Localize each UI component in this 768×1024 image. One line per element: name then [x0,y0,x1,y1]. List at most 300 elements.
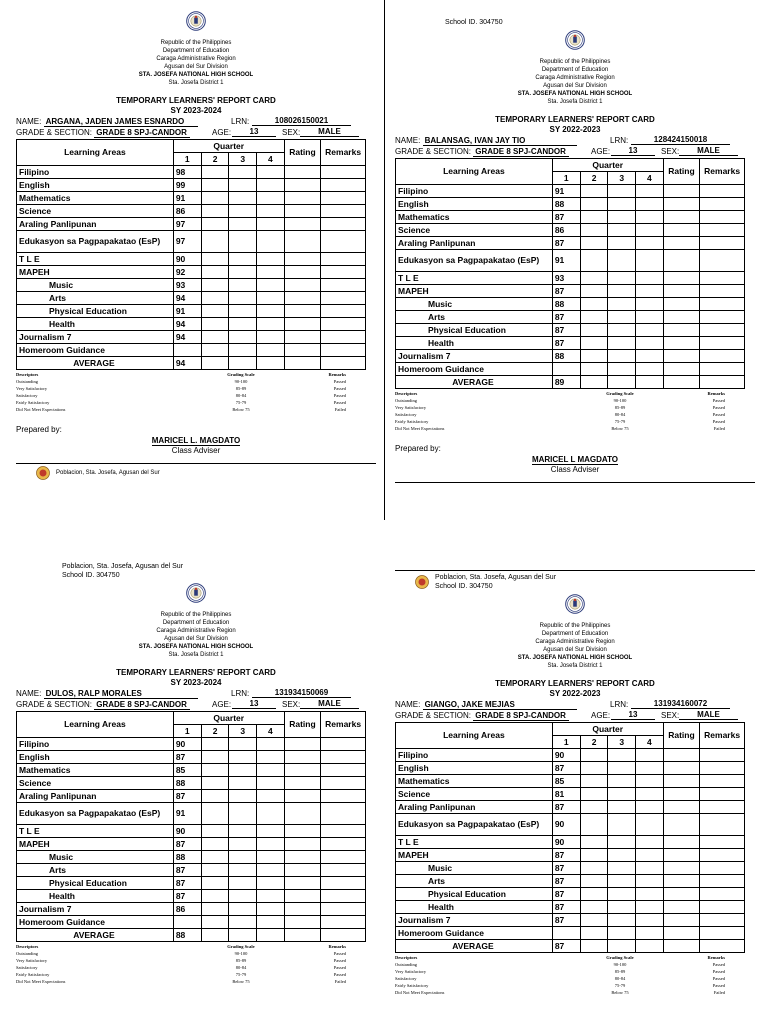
section-value: GRADE 8 SPJ-CANDOR [94,128,190,138]
rating-cell [663,788,700,801]
remarks-cell [321,764,366,777]
class-adviser-label: Class Adviser [550,465,600,474]
empty-cell [636,376,664,389]
quarter-grade [636,224,664,237]
rating-cell [663,272,700,285]
table-row [396,224,745,237]
scale-cell: Did Not Meet Expectations [395,990,445,995]
quarter-grade [257,803,285,825]
quarter-4-header: 4 [257,725,285,738]
quarter-3-header: 3 [229,725,257,738]
age-value: 13 [232,699,276,709]
quarter-grade [580,814,608,836]
scale-cell: Fairly Satisfactory [395,419,429,424]
grade-section-label: GRADE & SECTION: [16,128,93,137]
empty-cell [284,929,321,942]
rating-cell [284,166,321,179]
scale-cell: Satisfactory [16,965,38,970]
quarter-grade [257,777,285,790]
scale-cell: Did Not Meet Expectations [395,426,445,431]
scale-cell: Passed [333,958,346,963]
quarter-1-grade [173,916,201,929]
table-row [17,790,366,803]
scale-cell: 75-79 [235,972,247,977]
quarter-grade [636,185,664,198]
table-row [17,218,366,231]
department-line: Department of Education [541,631,609,637]
title-text: TEMPORARY LEARNERS' REPORT CARD [495,679,655,688]
empty-cell [284,357,321,370]
rating-cell [284,292,321,305]
remarks-cell [700,285,745,298]
table-row [17,903,366,916]
quarter-1-grade: 86 [552,224,580,237]
quarter-1-grade: 87 [173,790,201,803]
rating-cell [663,762,700,775]
quarter-grade [257,877,285,890]
quarter-4-header: 4 [257,153,285,166]
learning-area: Arts [396,875,553,888]
rating-cell [663,237,700,250]
age-label: AGE: [212,128,232,137]
letterhead [395,622,755,670]
remarks-cell [700,901,745,914]
table-row [396,888,745,901]
learning-area: Araling Panlipunan [17,790,174,803]
remarks-cell [321,179,366,192]
scale-cell: Passed [712,983,725,988]
learning-area: Journalism 7 [396,350,553,363]
remarks-cell [700,788,745,801]
table-row [396,237,745,250]
quarter-grade [257,266,285,279]
name-label: NAME: [395,700,421,709]
quarter-grade [201,838,229,851]
student-name: DULOS, RALP MORALES [44,689,198,699]
grade-section-label: GRADE & SECTION: [395,711,472,720]
quarter-grade [636,788,664,801]
learning-area: Homeroom Guidance [396,363,553,376]
table-row [396,875,745,888]
average-label: AVERAGE [396,940,553,953]
learning-area: Health [396,901,553,914]
rating-cell [663,888,700,901]
lrn-label: LRN: [610,136,629,145]
rating-cell [663,324,700,337]
quarter-grade [229,292,257,305]
remarks-cell [700,324,745,337]
rating-cell [663,836,700,849]
learning-area: Health [17,318,174,331]
learning-area: Physical Education [396,324,553,337]
title-text: TEMPORARY LEARNERS' REPORT CARD [495,115,655,124]
quarter-grade [636,836,664,849]
sex-label: SEX: [661,711,680,720]
remarks-header: Remarks [321,712,366,738]
grading-scale [395,390,755,432]
remarks-cell [321,890,366,903]
quarter-grade [201,292,229,305]
table-row [17,166,366,179]
quarter-1-grade: 85 [173,764,201,777]
empty-cell [321,929,366,942]
remarks-cell [700,762,745,775]
remarks-cell [321,253,366,266]
learning-area: Journalism 7 [17,331,174,344]
grades-table [395,722,745,953]
scale-cell: Failed [334,979,346,984]
school-address: Poblacion, Sta. Josefa, Agusan del Sur [62,563,184,570]
quarter-1-grade: 87 [552,285,580,298]
quarter-1-grade: 86 [173,205,201,218]
quarter-1-grade: 90 [552,814,580,836]
deped-seal-icon [186,11,206,31]
sex-label: SEX: [282,700,301,709]
quarter-grade [201,279,229,292]
quarter-grade [608,350,636,363]
deped-seal-icon [186,583,206,603]
title-text: TEMPORARY LEARNERS' REPORT CARD [116,96,276,105]
rating-cell [663,875,700,888]
quarter-grade [201,777,229,790]
remarks-cell [321,825,366,838]
district-line: Sta. Josefa District 1 [168,652,224,658]
quarter-grade [201,179,229,192]
learning-area: Science [17,205,174,218]
rating-cell [663,849,700,862]
section-value: GRADE 8 SPJ-CANDOR [473,147,569,157]
average-row [396,376,745,389]
scale-cell: 85-89 [614,969,626,974]
class-adviser-label: Class Adviser [171,446,221,455]
table-row [17,231,366,253]
quarter-grade [580,363,608,376]
rating-cell [284,838,321,851]
remarks-header: Remarks [700,159,745,185]
quarter-grade [229,279,257,292]
top-line [395,18,755,27]
rating-cell [284,266,321,279]
quarter-grade [608,927,636,940]
quarter-grade [636,927,664,940]
scale-header: Remarks [707,955,725,960]
table-row [17,331,366,344]
scale-cell: 90-100 [234,951,248,956]
scale-cell: Outstanding [16,379,38,384]
section-row [16,699,376,710]
learning-area: English [396,198,553,211]
deped-seal-icon [565,30,585,50]
learning-area: Mathematics [17,764,174,777]
table-row [396,801,745,814]
average-row [17,357,366,370]
quarter-grade [608,272,636,285]
quarter-grade [608,285,636,298]
scale-cell: 80-84 [614,976,626,981]
district-line: Sta. Josefa District 1 [168,80,224,86]
rating-cell [284,751,321,764]
quarter-grade [636,250,664,272]
school-id: School ID. 304750 [62,572,120,579]
lrn-value: 128424150018 [631,135,730,145]
division-line: Agusan del Sur Division [164,636,228,642]
adviser-name [395,455,755,464]
lrn-label: LRN: [610,700,629,709]
remarks-cell [700,350,745,363]
quarter-grade [608,211,636,224]
table-row [396,311,745,324]
remarks-cell [700,298,745,311]
scale-cell: Passed [333,951,346,956]
seal-wrap [395,594,755,619]
remarks-cell [700,272,745,285]
department-line: Department of Education [162,48,230,54]
remarks-cell [321,803,366,825]
scale-cell: Failed [334,407,346,412]
scale-header: Descriptors [395,391,418,396]
quarter-1-grade: 91 [173,803,201,825]
quarter-grade [608,801,636,814]
table-row [396,272,745,285]
student-name: BALANSAG, IVAN JAY TIO [423,136,577,146]
quarter-grade [636,801,664,814]
region-line: Caraga Administrative Region [156,628,236,634]
quarter-grade [229,179,257,192]
table-row [17,305,366,318]
quarter-1-grade: 97 [173,231,201,253]
quarter-grade [201,738,229,751]
quarter-grade [229,166,257,179]
quarter-grade [636,285,664,298]
division-line: Agusan del Sur Division [164,64,228,70]
name-row [395,699,755,710]
table-row [17,344,366,357]
average-value: 94 [173,357,201,370]
table-row [396,350,745,363]
quarter-grade [580,185,608,198]
quarter-1-header: 1 [552,736,580,749]
remarks-cell [700,311,745,324]
sex-value: MALE [300,699,359,709]
quarter-grade [636,198,664,211]
quarter-grade [257,305,285,318]
table-row [17,751,366,764]
table-row [17,253,366,266]
empty-cell [580,376,608,389]
average-row [17,929,366,942]
quarter-grade [229,192,257,205]
learning-area: Araling Panlipunan [396,237,553,250]
quarter-grade [580,298,608,311]
quarter-grade [580,849,608,862]
quarter-1-grade: 87 [552,875,580,888]
footer-address: Poblacion, Sta. Josefa, Agusan del Sur [56,470,160,476]
school-logo-icon [36,466,50,480]
quarter-grade [608,901,636,914]
scale-cell: Very Satisfactory [16,386,48,391]
average-label: AVERAGE [17,357,174,370]
age-label: AGE: [591,711,611,720]
quarter-grade [608,198,636,211]
average-row [396,940,745,953]
quarter-grade [608,324,636,337]
rating-cell [663,298,700,311]
quarter-grade [580,237,608,250]
learning-area: English [396,762,553,775]
rating-cell [663,814,700,836]
quarter-1-grade: 87 [552,901,580,914]
district-line: Sta. Josefa District 1 [547,663,603,669]
table-row [17,266,366,279]
quarter-1-grade: 91 [552,250,580,272]
learning-areas-header: Learning Areas [396,723,553,749]
grading-scale [16,371,376,413]
table-row [17,825,366,838]
quarter-grade [580,836,608,849]
rating-cell [284,764,321,777]
quarter-1-grade: 87 [552,762,580,775]
remarks-cell [321,166,366,179]
quarter-grade [257,825,285,838]
remarks-cell [321,344,366,357]
quarter-4-header: 4 [636,736,664,749]
table-row [396,285,745,298]
quarter-grade [257,890,285,903]
table-row [396,849,745,862]
table-row [17,279,366,292]
quarter-grade [636,775,664,788]
quarter-1-grade: 87 [173,864,201,877]
name-label: NAME: [395,136,421,145]
division-line: Agusan del Sur Division [543,647,607,653]
average-label: AVERAGE [17,929,174,942]
quarter-1-grade: 87 [552,237,580,250]
empty-cell [663,376,700,389]
rating-header: Rating [284,712,321,738]
scale-cell: Passed [712,398,725,403]
quarter-1-grade [552,363,580,376]
region-line: Caraga Administrative Region [535,75,615,81]
rating-cell [284,218,321,231]
quarter-grade [608,875,636,888]
scale-cell: Did Not Meet Expectations [16,407,66,412]
quarter-grade [229,838,257,851]
quarter-grade [580,250,608,272]
remarks-cell [321,903,366,916]
quarter-grade [636,337,664,350]
quarter-grade [580,862,608,875]
quarter-grade [580,927,608,940]
scale-cell: 80-84 [235,393,247,398]
quarter-1-grade: 87 [173,877,201,890]
top-line [395,570,755,591]
learning-area: Music [396,862,553,875]
school-name: STA. JOSEFA NATIONAL HIGH SCHOOL [138,72,254,78]
remarks-cell [321,266,366,279]
school-id: School ID. 304750 [445,19,503,26]
quarter-grade [257,331,285,344]
quarter-grade [257,218,285,231]
school-year: SY 2023-2024 [170,106,222,115]
quarter-grade [257,318,285,331]
table-row [396,788,745,801]
quarter-grade [608,337,636,350]
learning-area: MAPEH [396,285,553,298]
letterhead [395,58,755,106]
student-name: ARGANA, JADEN JAMES ESNARDO [44,117,198,127]
quarter-1-grade: 87 [552,211,580,224]
scale-cell: Passed [333,393,346,398]
seal-wrap [16,11,376,36]
remarks-cell [700,337,745,350]
table-row [396,298,745,311]
quarter-grade [636,875,664,888]
quarter-grade [201,344,229,357]
rating-cell [663,862,700,875]
scale-cell: Satisfactory [395,976,417,981]
learning-area: Music [17,279,174,292]
remarks-cell [700,801,745,814]
scale-cell: Passed [712,962,725,967]
quarter-1-grade: 87 [552,862,580,875]
quarter-1-grade: 85 [552,775,580,788]
scale-header: Grading Scale [227,372,255,377]
quarter-grade [257,166,285,179]
rating-cell [284,803,321,825]
scale-cell: Passed [333,400,346,405]
report-card-3 [16,562,376,985]
empty-cell [580,940,608,953]
section-row [395,146,755,157]
age-value: 13 [611,710,655,720]
school-address: Poblacion, Sta. Josefa, Agusan del Sur [435,574,557,581]
prepared-by-label: Prepared by: [16,425,62,434]
school-year: SY 2022-2023 [549,125,601,134]
title-text: TEMPORARY LEARNERS' REPORT CARD [116,668,276,677]
rating-cell [284,738,321,751]
quarter-grade [636,862,664,875]
table-row [17,890,366,903]
scale-cell: Below 75 [232,407,250,412]
table-row [396,250,745,272]
learning-area: Edukasyon sa Pagpapakatao (EsP) [17,231,174,253]
remarks-header: Remarks [700,723,745,749]
quarter-grade [229,751,257,764]
quarter-1-grade: 97 [173,218,201,231]
table-row [396,337,745,350]
quarter-grade [257,903,285,916]
remarks-cell [700,775,745,788]
table-row [396,862,745,875]
quarter-grade [580,311,608,324]
section-row [16,127,376,138]
quarter-1-grade: 88 [552,350,580,363]
remarks-cell [321,318,366,331]
rating-cell [663,901,700,914]
quarter-grade [608,250,636,272]
school-name: STA. JOSEFA NATIONAL HIGH SCHOOL [517,655,633,661]
quarter-grade [201,218,229,231]
learning-area: Mathematics [17,192,174,205]
republic-line: Republic of the Philippines [539,623,611,629]
remarks-cell [700,849,745,862]
table-row [396,749,745,762]
remarks-cell [321,777,366,790]
scale-cell: Passed [712,405,725,410]
quarter-grade [201,903,229,916]
quarter-grade [201,231,229,253]
quarter-grade [229,205,257,218]
